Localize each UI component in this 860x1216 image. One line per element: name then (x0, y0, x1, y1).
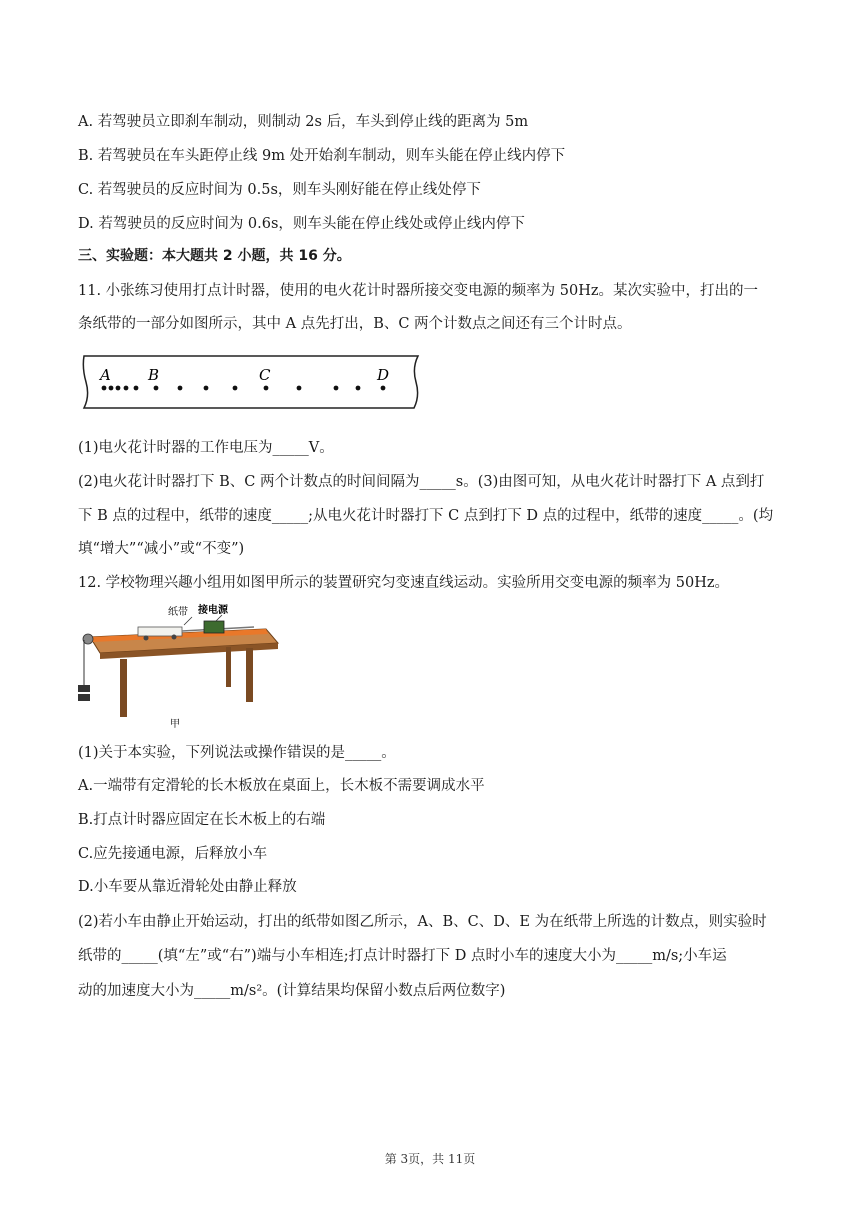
q12-sub2-line1: (2)若小车由静止开始运动，打出的纸带如图乙所示，A、B、C、D、E 为在纸带上所选的计数点，则实验时 (78, 914, 767, 930)
q12-sub2-line2: 纸带的_____(填“左”或“右”)端与小车相连;打点计时器打下 D 点时小车的速度大小为_____m/s;小车运 (78, 948, 727, 964)
table-leg (226, 647, 231, 687)
q12-sub2-line3: 动的加速度大小为_____m/s²。(计算结果均保留小数点后两位数字) (78, 983, 506, 999)
q11-sub2-line2: 下 B 点的过程中，纸带的速度_____;从电火花计时器打下 C 点到打下 D 点的过程中，纸带的速度_____。(均 (78, 508, 774, 524)
option-d: D. 若驾驶员的反应时间为 0.6s，则车头能在停止线处或停止线内停下 (78, 216, 525, 232)
q11-stem-line1: 11. 小张练习使用打点计时器，使用的电火花计时器所接交变电源的频率为 50Hz。某次实验中，打出的一 (78, 283, 759, 299)
paper-tape (83, 356, 418, 408)
label-tape: 纸带 (168, 607, 188, 618)
figure-caption: 甲 (170, 719, 180, 730)
option-c: C. 若驾驶员的反应时间为 0.5s，则车头刚好能在停止线处停下 (78, 182, 481, 198)
tape-label-a: A (100, 366, 111, 384)
apparatus-figure (76, 603, 282, 733)
label-power: 接电源 (198, 605, 228, 616)
section-title: 三、实验题：本大题共 2 小题，共 16 分。 (78, 248, 351, 264)
q12-choice-a: A.一端带有定滑轮的长木板放在桌面上，长木板不需要调成水平 (78, 778, 485, 794)
q12-stem: 12. 学校物理兴趣小组用如图甲所示的装置研究匀变速直线运动。实验所用交变电源的频率为 50Hz。 (78, 575, 730, 591)
cart (138, 627, 182, 636)
paper-tape-figure (80, 346, 422, 418)
q11-sub2-line3: 填“增大”“减小”或“不变”) (78, 541, 245, 557)
timer (204, 621, 224, 633)
q12-sub1: (1)关于本实验，下列说法或操作错误的是_____。 (78, 745, 396, 761)
tape-label-b: B (148, 366, 160, 384)
page-footer: 第 3页，共 11页 (384, 1152, 476, 1166)
q12-choice-c: C.应先接通电源，后释放小车 (78, 846, 268, 862)
tape-label-d: D (377, 366, 390, 384)
tape-label-c: C (259, 366, 271, 384)
table-leg (246, 648, 253, 702)
q12-choice-b: B.打点计时器应固定在长木板上的右端 (78, 812, 326, 828)
option-a: A. 若驾驶员立即刹车制动，则制动 2s 后，车头到停止线的距离为 5m (78, 114, 529, 130)
option-b: B. 若驾驶员在车头距停止线 9m 处开始刹车制动，则车头能在停止线内停下 (78, 148, 566, 164)
q11-stem-line2: 条纸带的一部分如图所示，其中 A 点先打出，B、C 两个计数点之间还有三个计时点。 (78, 316, 632, 332)
q11-sub2-line1: (2)电火花计时器打下 B、C 两个计数点的时间间隔为_____s。(3)由图可知，从电火花计时器打下 A 点到打 (78, 474, 765, 490)
q11-sub1: (1)电火花计时器的工作电压为_____V。 (78, 440, 334, 456)
q12-choice-d: D.小车要从靠近滑轮处由静止释放 (78, 879, 297, 895)
hanging-weight (78, 685, 90, 692)
table-leg (120, 659, 127, 717)
